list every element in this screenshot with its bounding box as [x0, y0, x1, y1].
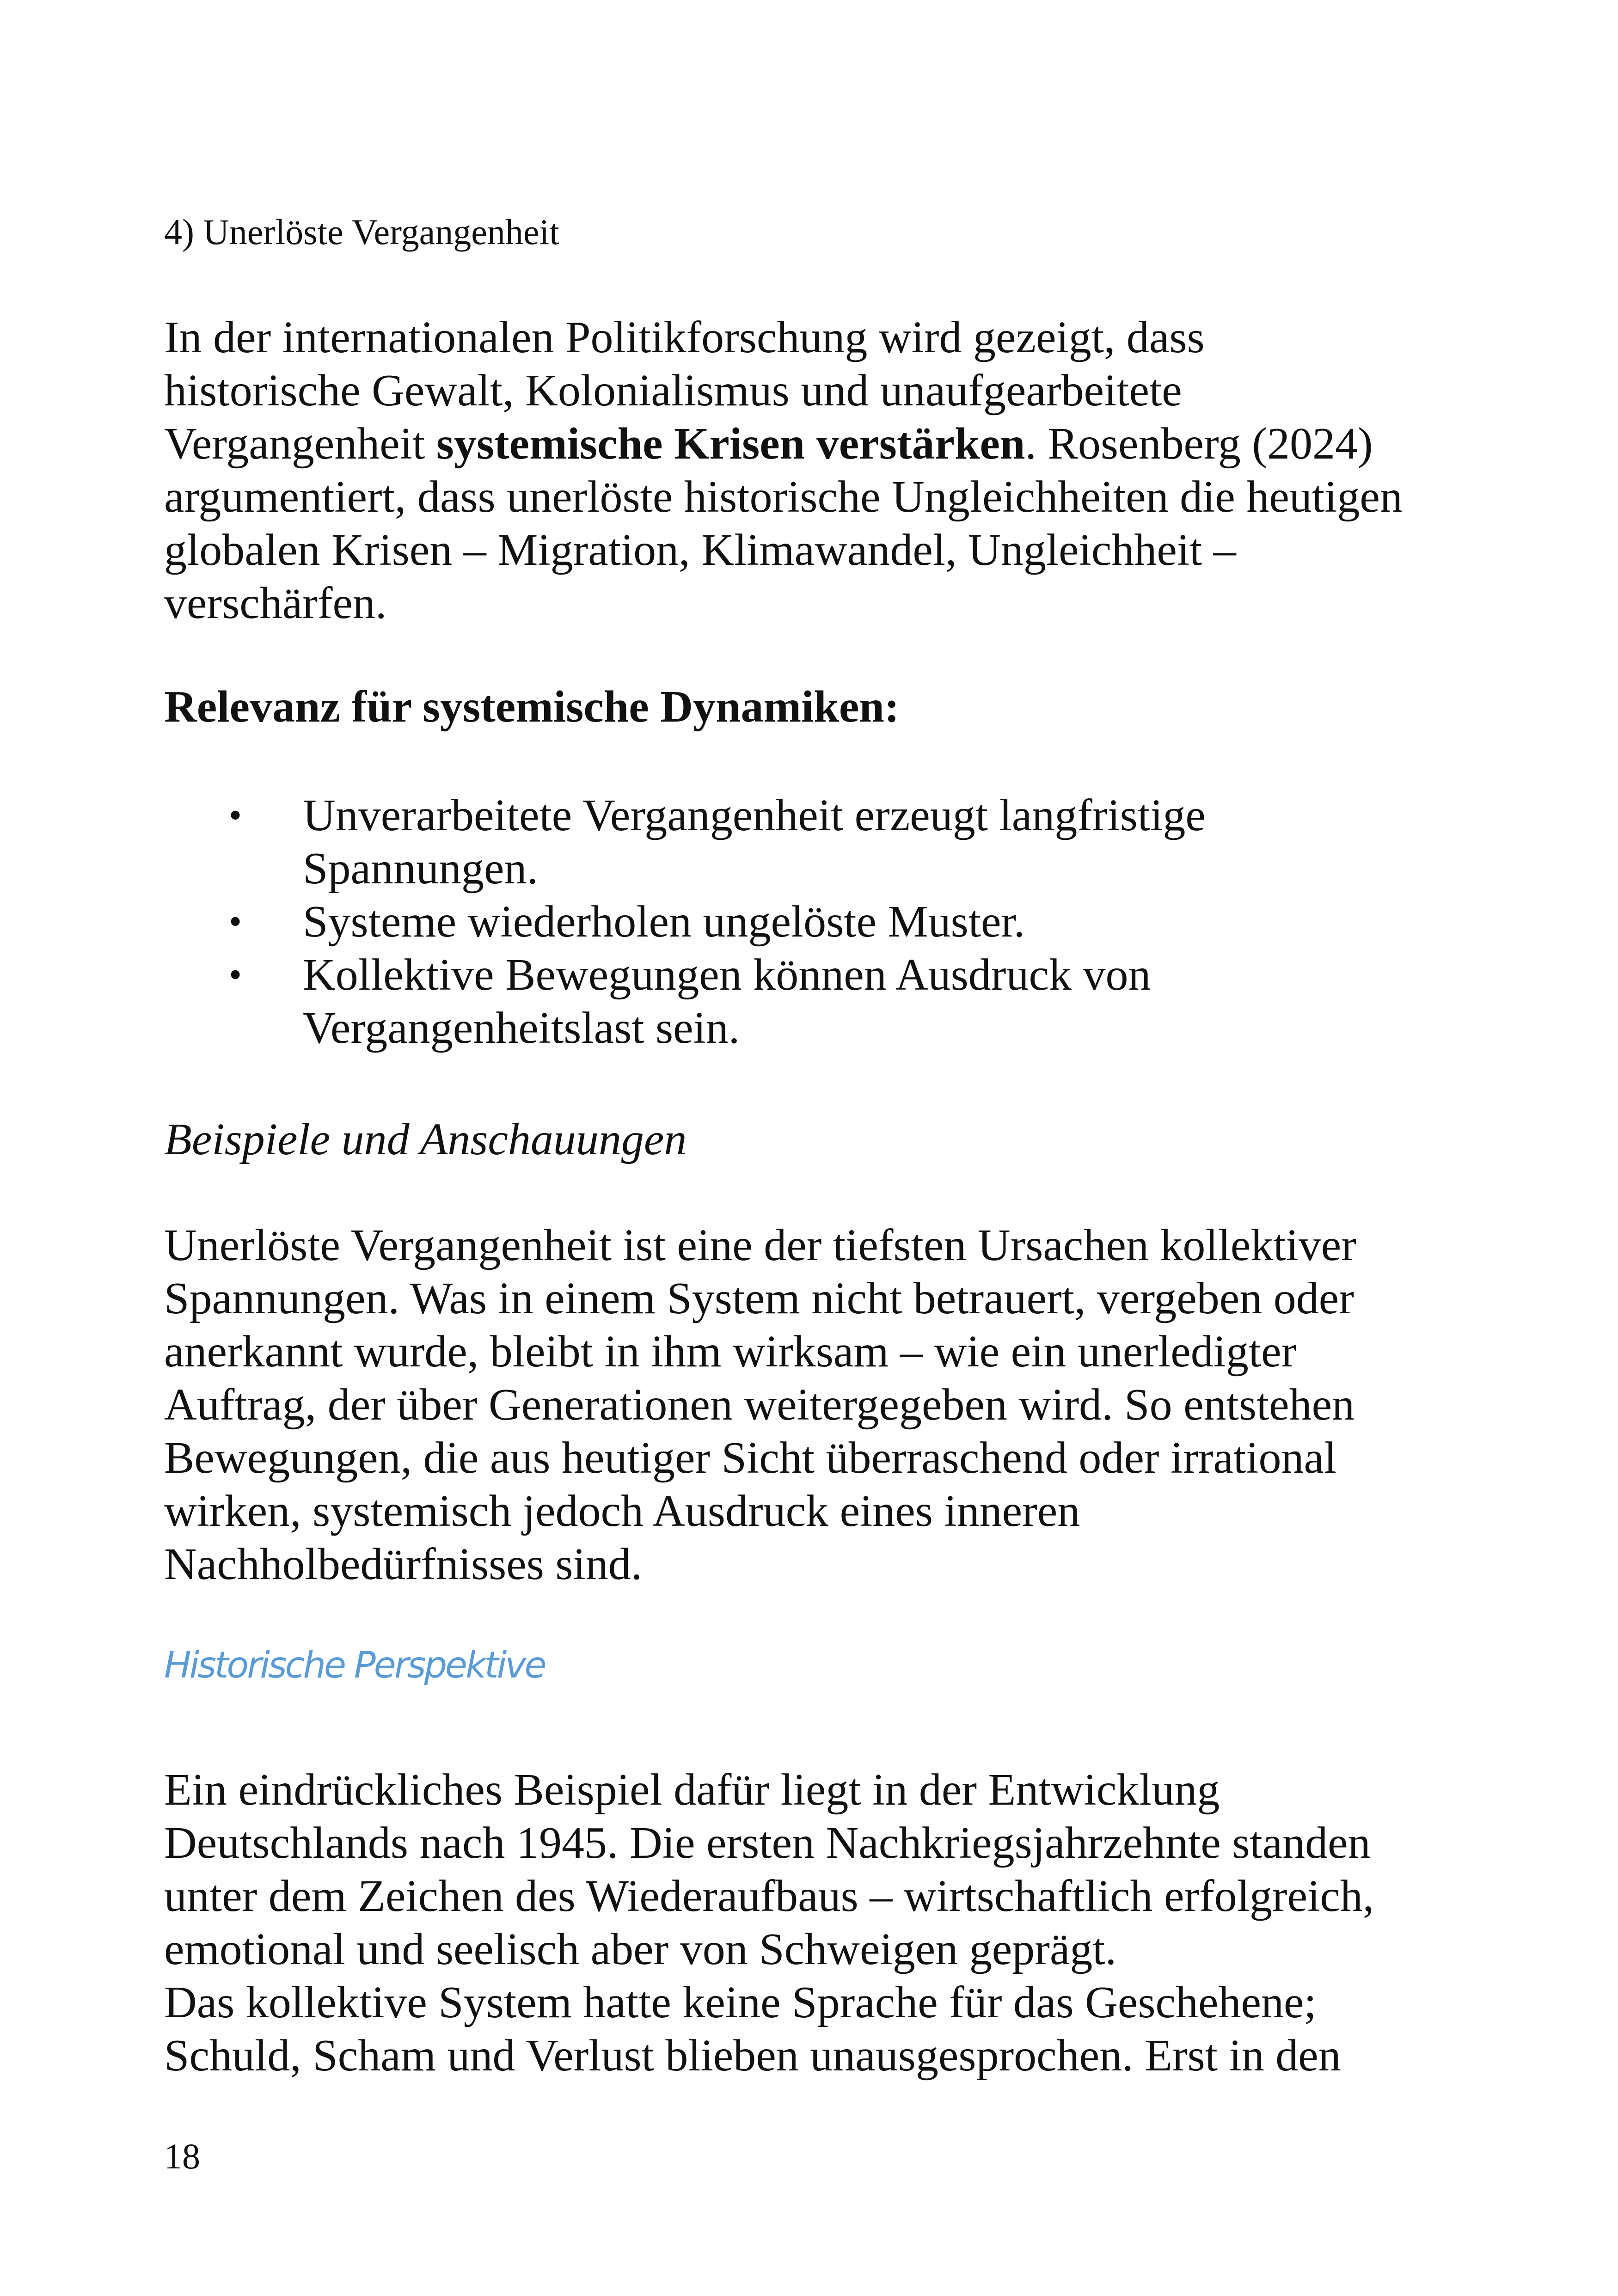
intro-line-5: globalen Krisen – Migration, Klimawandel, Ungleichheit – — [164, 525, 1236, 575]
intro-line-6: verschärfen. — [164, 578, 387, 628]
examples-paragraph — [164, 1219, 1505, 1591]
intro-line-3-post: . Rosenberg (2024) — [1025, 419, 1373, 469]
historical-paragraph — [164, 1763, 1505, 2082]
historical-line-4: emotional und seelisch aber von Schweigen geprägt. — [164, 1924, 1117, 1974]
bullet-icon: • — [229, 955, 242, 995]
bullet-icon: • — [229, 901, 242, 942]
intro-line-3 — [164, 417, 1505, 471]
examples-heading: Beispiele und Anschauungen — [164, 1114, 687, 1164]
intro-line-2: historische Gewalt, Kolonialismus und unaufgearbeitete — [164, 366, 1182, 416]
relevance-heading: Relevanz für systemische Dynamiken: — [164, 682, 900, 732]
examples-line-1: Unerlöste Vergangenheit ist eine der tiefsten Ursachen kollektiver — [164, 1220, 1356, 1270]
historical-line-2: Deutschlands nach 1945. Die ersten Nachkriegsjahrzehnte standen — [164, 1818, 1371, 1868]
bullet-3-line-2: Vergangenheitslast sein. — [303, 1003, 740, 1053]
bullet-1-line-1: Unverarbeitete Vergangenheit erzeugt langfristige — [303, 790, 1206, 840]
intro-line-1: In der internationalen Politikforschung wird gezeigt, dass — [164, 312, 1205, 362]
examples-line-7: Nachholbedürfnisses sind. — [164, 1539, 643, 1589]
examples-line-5: Bewegungen, die aus heutiger Sicht überraschend oder irrational — [164, 1433, 1337, 1483]
intro-line-4: argumentiert, dass unerlöste historische Ungleichheiten die heutigen — [164, 472, 1403, 522]
intro-line-3-pre: Vergangenheit — [164, 419, 436, 469]
bullet-1-line-2: Spannungen. — [303, 844, 538, 894]
intro-paragraph — [164, 311, 1505, 630]
bullet-2-line-1: Systeme wiederholen ungelöste Muster. — [303, 897, 1025, 947]
bullet-list — [164, 789, 1505, 1055]
examples-line-2: Spannungen. Was in einem System nicht betrauert, vergeben oder — [164, 1274, 1354, 1323]
bullet-item — [164, 949, 1505, 1055]
emphasis-systemic-crises: systemische Krisen verstärken — [436, 419, 1025, 469]
historical-line-5: Das kollektive System hatte keine Sprache für das Geschehene; — [164, 1978, 1317, 2027]
bullet-item — [164, 789, 1505, 895]
historical-line-1: Ein eindrückliches Beispiel dafür liegt in der Entwicklung — [164, 1765, 1220, 1815]
bullet-item — [164, 895, 1505, 949]
section-title: 4) Unerlöste Vergangenheit — [164, 212, 559, 252]
historical-line-3: unter dem Zeichen des Wiederaufbaus – wirtschaftlich erfolgreich, — [164, 1871, 1374, 1921]
examples-line-3: anerkannt wurde, bleibt in ihm wirksam – wie ein unerledigter — [164, 1327, 1297, 1377]
examples-line-4: Auftrag, der über Generationen weitergegeben wird. So entstehen — [164, 1380, 1355, 1430]
historical-line-6: Schuld, Scham und Verlust blieben unausgesprochen. Erst in den — [164, 2031, 1341, 2081]
bullet-3-line-1: Kollektive Bewegungen können Ausdruck von — [303, 950, 1151, 1000]
examples-line-6: wirken, systemisch jedoch Ausdruck eines inneren — [164, 1486, 1080, 1536]
page-number: 18 — [164, 2136, 200, 2176]
historical-heading: Historische Perspektive — [164, 1645, 545, 1686]
bullet-icon: • — [229, 795, 242, 836]
